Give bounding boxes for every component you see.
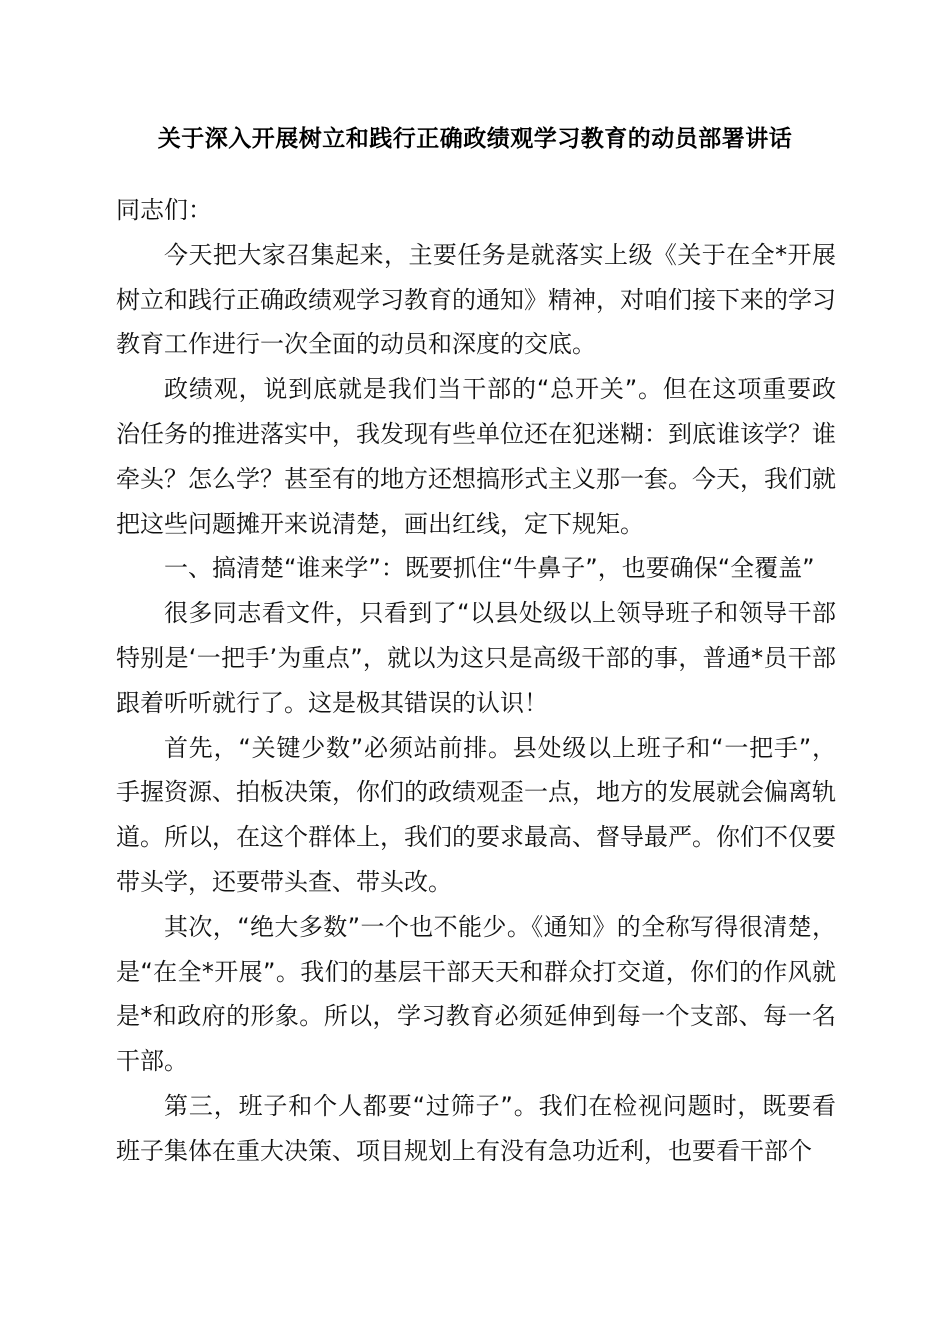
paragraph-misunderstanding: 很多同志看文件，只看到了“以县处级以上领导班子和领导干部特别是‘一把手’为重点”，就以为这只是高级干部的事，普通*员干部跟着听听就行了。这是极其错误的认识！ xyxy=(116,599,836,717)
paragraph-opening: 今天把大家召集起来，主要任务是就落实上级《关于在全*开展树立和践行正确政绩观学习教育的通知》精神，对咱们接下来的学习教育工作进行一次全面的动员和深度的交底。 xyxy=(116,240,836,359)
salutation: 同志们： xyxy=(116,196,212,224)
document-body xyxy=(116,188,836,1174)
document-title: 关于深入开展树立和践行正确政绩观学习教育的动员部署讲话 xyxy=(157,126,793,152)
paragraph-first-key-minority: 首先，“关键少数”必须站前排。县处级以上班子和“一把手”，手握资源、拍板决策，你们的政绩观歪一点，地方的发展就会偏离轨道。所以，在这个群体上，我们的要求最高、督导最严。你们不仅要带头学，还要带头查、带头改。 xyxy=(116,733,836,896)
paragraph-third-screening: 第三，班子和个人都要“过筛子”。我们在检视问题时，既要看班子集体在重大决策、项目规划上有没有急功近利，也要看干部个 xyxy=(116,1091,836,1165)
section-heading-who-learns: 一、搞清楚“谁来学”：既要抓住“牛鼻子”，也要确保“全覆盖” xyxy=(164,554,815,583)
paragraph-political-view: 政绩观，说到底就是我们当干部的“总开关”。但在这项重要政治任务的推进落实中，我发现有些单位还在犯迷糊：到底谁该学？谁牵头？怎么学？甚至有的地方还想搞形式主义那一套。今天，我们就把这些问题摊开来说清楚，画出红线，定下规矩。 xyxy=(116,375,836,538)
paragraph-second-majority: 其次，“绝大多数”一个也不能少。《通知》的全称写得很清楚，是“在全*开展”。我们的基层干部天天和群众打交道，你们的作风就是*和政府的形象。所以，学习教育必须延伸到每一个支部、每一名干部。 xyxy=(116,912,836,1076)
